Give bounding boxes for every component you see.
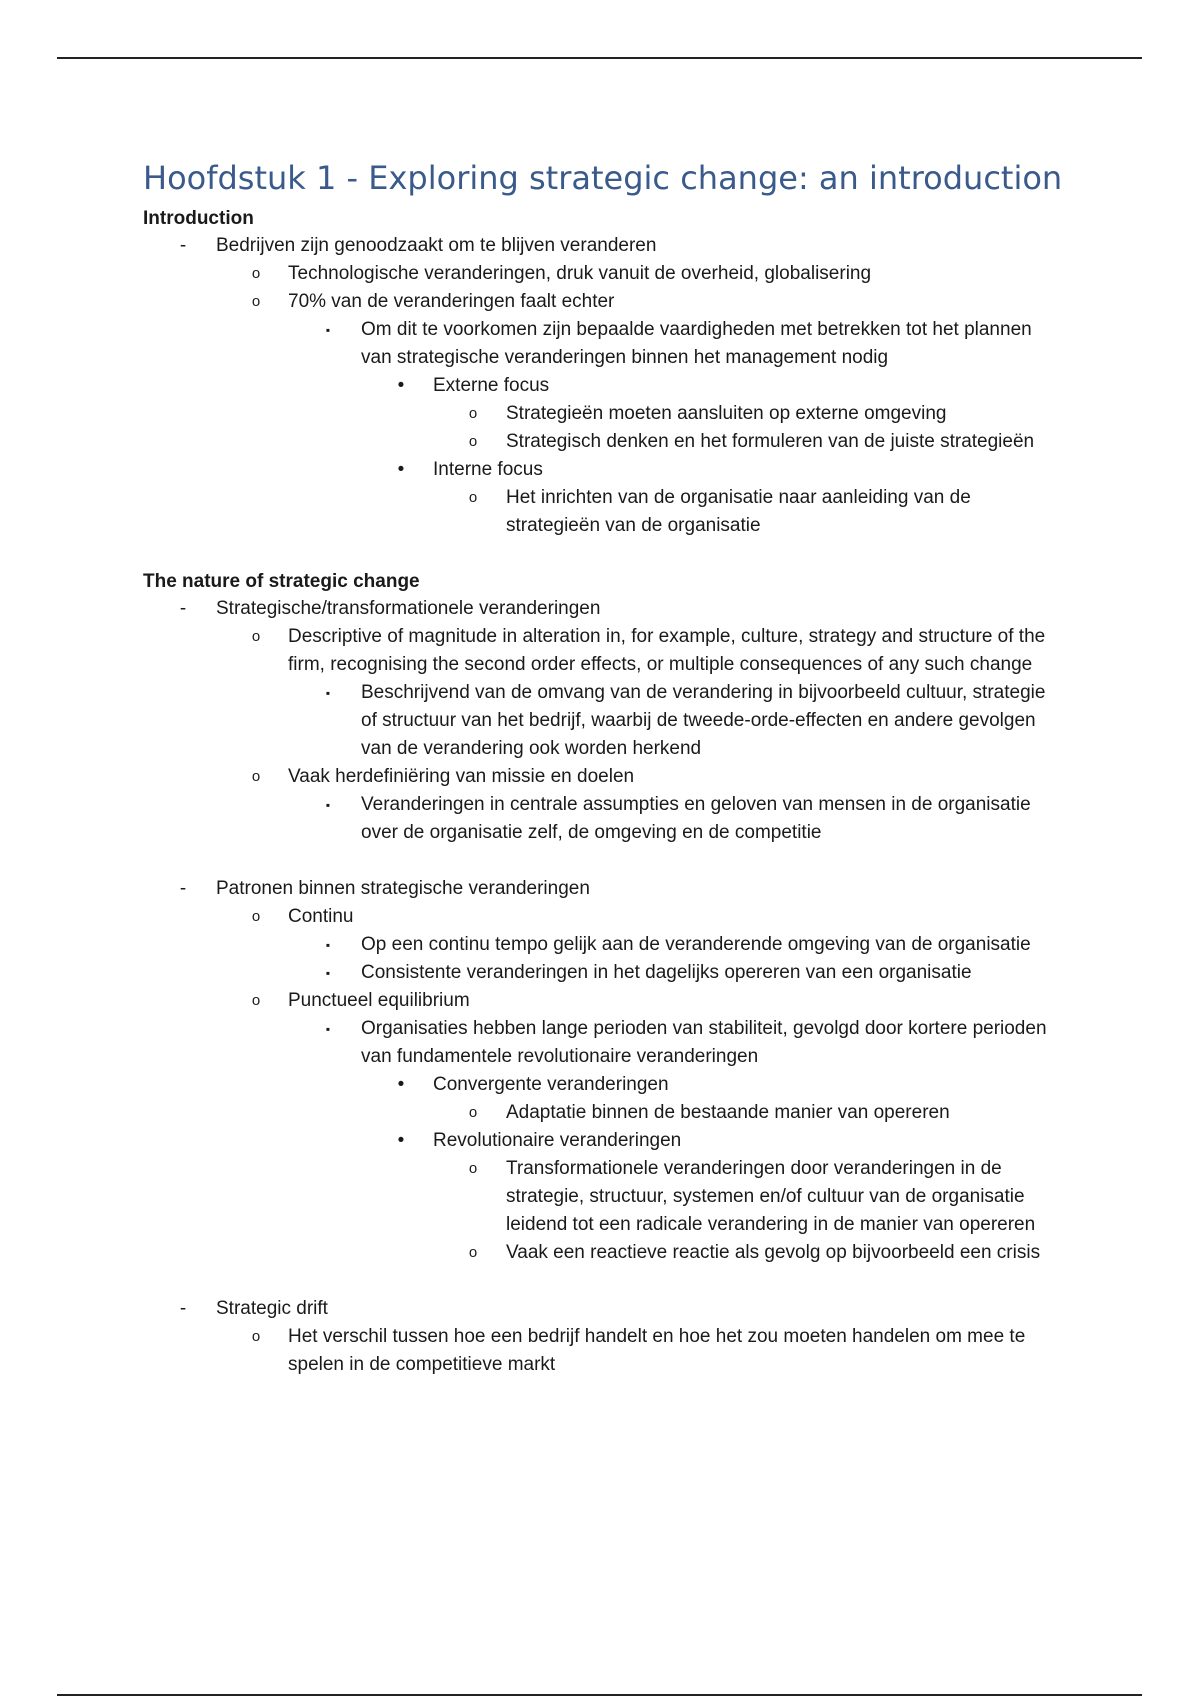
circle-bullet: o: [251, 768, 261, 785]
page-title: Hoofdstuk 1 - Exploring strategic change: an introduction: [143, 159, 1063, 197]
list-item-text: 70% van de veranderingen faalt echter: [288, 291, 615, 312]
circle-bullet: o: [468, 433, 478, 450]
list-item: [143, 1071, 1063, 1099]
list-item: [143, 987, 1063, 1015]
list-item-text: Convergente veranderingen: [433, 1074, 669, 1095]
footer-rule: [57, 1694, 1142, 1696]
list-item: [143, 400, 1063, 428]
list-item: [143, 903, 1063, 931]
circle-bullet: o: [468, 1160, 478, 1177]
square-bullet: ▪: [325, 938, 331, 952]
list-item-text: Revolutionaire veranderingen: [433, 1130, 682, 1151]
spacer: [143, 1267, 1063, 1295]
list-item-text: Strategisch denken en het formuleren van de juiste strategieën: [506, 431, 1035, 452]
circle-bullet: o: [251, 293, 261, 310]
list-item: [143, 232, 1063, 260]
list-item-text: Interne focus: [433, 459, 543, 480]
list-item: [143, 679, 1063, 763]
dash-bullet: -: [179, 878, 187, 899]
list-item: [143, 1099, 1063, 1127]
list-item-text: Om dit te voorkomen zijn bepaalde vaardigheden met betrekken tot het plannen van strategische veranderingen binnen het management nodig: [361, 319, 1032, 368]
square-bullet: ▪: [325, 966, 331, 980]
dash-bullet: -: [179, 235, 187, 256]
list-item-text: Vaak herdefiniëring van missie en doelen: [288, 766, 635, 787]
list-item: [143, 1323, 1063, 1379]
section-heading-introduction: Introduction: [143, 208, 254, 229]
circle-bullet: o: [468, 1104, 478, 1121]
list-item: [143, 1155, 1063, 1239]
document-body: [143, 158, 1063, 1379]
list-item: [143, 372, 1063, 400]
dash-bullet: -: [179, 1298, 187, 1319]
square-bullet: ▪: [325, 798, 331, 812]
square-bullet: ▪: [325, 686, 331, 700]
list-item: [143, 260, 1063, 288]
list-item: [143, 763, 1063, 791]
list-item: [143, 288, 1063, 316]
dot-bullet: •: [397, 1074, 405, 1095]
list-item: [143, 456, 1063, 484]
list-item: [143, 316, 1063, 372]
circle-bullet: o: [251, 908, 261, 925]
list-item-text: Punctueel equilibrium: [288, 990, 470, 1011]
list-item: [143, 931, 1063, 959]
list-item-text: Descriptive of magnitude in alteration in, for example, culture, strategy and structure of the firm, recognising the second order effects, or multiple consequences of any such change: [288, 626, 1046, 675]
list-item-text: Op een continu tempo gelijk aan de veranderende omgeving van de organisatie: [361, 934, 1031, 955]
list-item: [143, 595, 1063, 623]
list-item-text: Veranderingen in centrale assumpties en geloven van mensen in de organisatie over de organisatie zelf, de omgeving en de competitie: [361, 794, 1031, 843]
list-item: [143, 623, 1063, 679]
list-item: [143, 428, 1063, 456]
dash-bullet: -: [179, 598, 187, 619]
list-item-text: Continu: [288, 906, 354, 927]
list-item-text: Patronen binnen strategische veranderingen: [216, 878, 590, 899]
list-item-text: Beschrijvend van de omvang van de verandering in bijvoorbeeld cultuur, strategie of structuur van het bedrijf, waarbij de tweede-orde-effecten en andere gevolgen van de verandering ook worden herkend: [361, 682, 1046, 759]
list-item-text: Externe focus: [433, 375, 550, 396]
circle-bullet: o: [251, 992, 261, 1009]
header-rule: [57, 57, 1142, 59]
list-item: [143, 1295, 1063, 1323]
dot-bullet: •: [397, 375, 405, 396]
list-item-text: Het inrichten van de organisatie naar aanleiding van de strategieën van de organisatie: [506, 487, 971, 536]
list-item-text: Strategieën moeten aansluiten op externe omgeving: [506, 403, 947, 424]
list-item-text: Strategische/transformationele veranderingen: [216, 598, 601, 619]
list-item: [143, 959, 1063, 987]
list-item-text: Consistente veranderingen in het dagelijks opereren van een organisatie: [361, 962, 972, 983]
list-item-text: Organisaties hebben lange perioden van stabiliteit, gevolgd door kortere perioden van fundamentele revolutionaire veranderingen: [361, 1018, 1047, 1067]
list-item-text: Technologische veranderingen, druk vanuit de overheid, globalisering: [288, 263, 872, 284]
dot-bullet: •: [397, 1130, 405, 1151]
list-item-text: Adaptatie binnen de bestaande manier van opereren: [506, 1102, 950, 1123]
list-item: [143, 1239, 1063, 1267]
list-item-text: Vaak een reactieve reactie als gevolg op bijvoorbeeld een crisis: [506, 1242, 1041, 1263]
list-item: [143, 484, 1063, 540]
spacer: [143, 540, 1063, 568]
section-heading-nature-of-strategic-change: The nature of strategic change: [143, 571, 420, 592]
list-item-text: Transformationele veranderingen door veranderingen in de strategie, structuur, systemen en/of cultuur van de organisatie leidend tot een radicale verandering in de manier van opereren: [506, 1158, 1036, 1235]
list-item-text: Bedrijven zijn genoodzaakt om te blijven veranderen: [216, 235, 657, 256]
dot-bullet: •: [397, 459, 405, 480]
list-item: [143, 791, 1063, 847]
circle-bullet: o: [251, 265, 261, 282]
circle-bullet: o: [468, 405, 478, 422]
list-item: [143, 1015, 1063, 1071]
square-bullet: ▪: [325, 1022, 331, 1036]
list-item-text: Het verschil tussen hoe een bedrijf handelt en hoe het zou moeten handelen om mee te spelen in de competitieve markt: [288, 1326, 1026, 1375]
list-item-text: Strategic drift: [216, 1298, 328, 1319]
square-bullet: ▪: [325, 323, 331, 337]
list-item: [143, 1127, 1063, 1155]
list-item: [143, 875, 1063, 903]
circle-bullet: o: [468, 1244, 478, 1261]
spacer: [143, 847, 1063, 875]
circle-bullet: o: [251, 628, 261, 645]
circle-bullet: o: [251, 1328, 261, 1345]
circle-bullet: o: [468, 489, 478, 506]
